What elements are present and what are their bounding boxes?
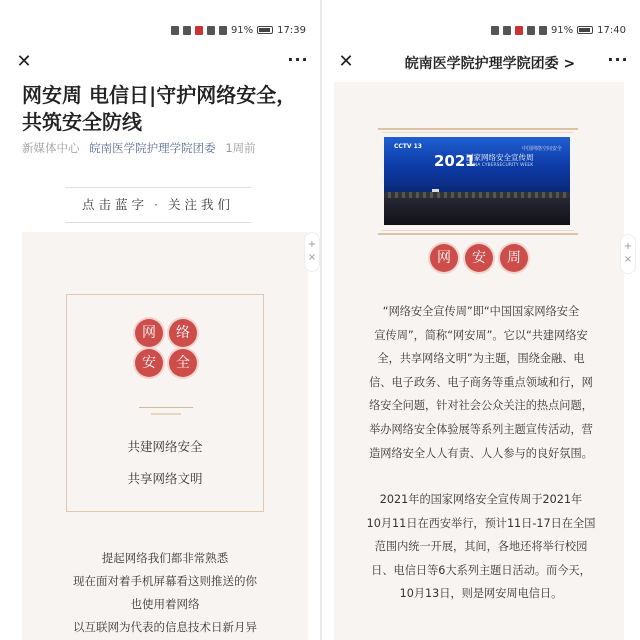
decorative-frame xyxy=(66,294,264,512)
paragraph-line: 范围内统一开展，其间，各地还将举行校园 xyxy=(374,540,588,554)
paragraph-line: 也使用着网络 xyxy=(130,597,200,611)
paragraph-line: 宣传周”，简称“网安周”。它以“共建网络安 xyxy=(374,328,588,342)
circle-char: 络 xyxy=(169,319,197,347)
account-link[interactable]: 皖南医学院护理学院团委 xyxy=(89,141,216,155)
paragraph-line: 2021年的国家网络安全宣传周于2021年 xyxy=(379,493,583,506)
banner-title: 国家网络安全宣传周 xyxy=(466,153,534,162)
paragraph-line: 日、电信日等6大系列主题日活动。而今天， xyxy=(371,563,591,577)
article-title: 网安周 电信日|守护网络安全，共筑安全防线 xyxy=(22,83,297,134)
paragraph-line: 造网络安全人人有责、人人参与的良好氛围。 xyxy=(369,446,593,460)
frame-line-2: 共享网络文明 xyxy=(127,471,203,486)
close-small-icon: × xyxy=(307,252,317,263)
divider-line xyxy=(378,233,578,235)
paragraph-line: 10月13日，则是网安周电信日。 xyxy=(399,587,563,601)
article-card xyxy=(22,232,308,640)
paragraph-line: 现在面对着手机屏幕看这则推送的你 xyxy=(73,574,257,588)
status-bar xyxy=(171,22,306,38)
battery-icon xyxy=(257,26,273,34)
event-banner-image xyxy=(384,137,570,225)
account-title-link[interactable]: 皖南医学院护理学院团委 > xyxy=(404,56,576,72)
right-screen xyxy=(322,0,640,640)
paragraph-line: 全，共享网络文明”为主题，围绕金融、电 xyxy=(377,352,585,366)
notification-icon xyxy=(515,26,523,35)
notification-icon xyxy=(195,26,203,35)
banner-year: 2021 xyxy=(434,152,476,170)
event-paragraph xyxy=(356,488,606,606)
side-float-tab[interactable] xyxy=(620,234,636,274)
divider-line xyxy=(151,413,181,415)
circle-char: 安 xyxy=(135,349,163,377)
close-small-icon: × xyxy=(623,254,633,265)
tv-logo: CCTV 13 xyxy=(394,143,422,150)
close-button[interactable]: ✕ xyxy=(338,51,354,72)
status-bar xyxy=(491,22,626,38)
follow-dot: · xyxy=(154,197,162,212)
circle-char: 安 xyxy=(465,244,493,272)
divider-line xyxy=(139,407,193,408)
battery-percent: 91% xyxy=(550,24,574,36)
circle-char: 全 xyxy=(169,349,197,377)
battery-icon xyxy=(577,26,593,34)
close-button[interactable]: ✕ xyxy=(16,51,32,72)
follow-left: 点击蓝字 xyxy=(81,197,148,212)
paragraph-line: 信、电子政务、电子商务等重点领域和行，网 xyxy=(369,375,593,389)
article-meta xyxy=(22,140,256,156)
paragraph-line: 络安全问题，针对社会公众关注的热点问题， xyxy=(369,399,593,413)
more-button[interactable]: ··· xyxy=(607,50,629,69)
battery-percent: 91% xyxy=(230,24,254,36)
nfc-icon xyxy=(207,26,215,35)
banner-subtitle: CHINA CYBERSECURITY WEEK xyxy=(466,163,534,168)
paragraph-line: 举办网络安全体验展等系列主题宣传活动，营 xyxy=(369,422,593,436)
signal-icon xyxy=(171,26,179,35)
audience-crowd xyxy=(384,195,570,225)
paragraph-line: 10月11日在西安举行，预计11日-17日在全国 xyxy=(366,516,596,530)
status-time: 17:40 xyxy=(597,24,626,36)
bluetooth-icon xyxy=(539,26,547,35)
banner-logo-right: 中国网络空间安全 xyxy=(521,146,562,152)
nav-bar xyxy=(322,50,640,76)
follow-prompt xyxy=(65,187,251,223)
more-button[interactable]: ··· xyxy=(287,50,309,69)
wifi-icon xyxy=(183,26,191,35)
intro-paragraph xyxy=(356,300,606,465)
frame-line-1: 共建网络安全 xyxy=(127,439,203,454)
plus-icon: + xyxy=(307,239,317,250)
circle-char: 网 xyxy=(430,244,458,272)
paragraph-line: “网络安全宣传周”即“中国国家网络安全 xyxy=(382,305,580,318)
signal-icon xyxy=(491,26,499,35)
wifi-icon xyxy=(503,26,511,35)
plus-icon: + xyxy=(623,241,633,252)
article-source: 新媒体中心 xyxy=(22,141,80,155)
paragraph-line: 提起网络我们都非常熟悉 xyxy=(101,551,229,565)
article-card xyxy=(334,82,624,640)
paragraph-line: 以互联网为代表的信息技术日新月异 xyxy=(73,620,257,634)
side-float-tab[interactable] xyxy=(304,232,320,272)
nav-bar xyxy=(0,50,320,76)
circle-char: 网 xyxy=(135,319,163,347)
divider-line xyxy=(382,230,574,231)
nfc-icon xyxy=(527,26,535,35)
article-time: 1周前 xyxy=(225,141,256,155)
circle-char: 周 xyxy=(500,244,528,272)
divider-line xyxy=(382,132,574,133)
bluetooth-icon xyxy=(219,26,227,35)
divider-line xyxy=(378,128,578,130)
status-time: 17:39 xyxy=(277,24,306,36)
follow-right: 关注我们 xyxy=(167,197,234,212)
